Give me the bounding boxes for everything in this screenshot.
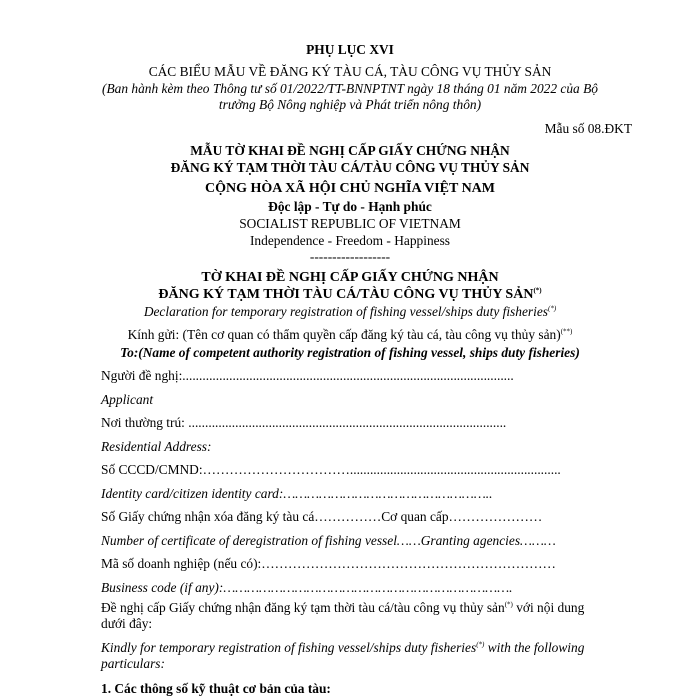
section-1-heading: 1. Các thông số kỹ thuật cơ bản của tàu: xyxy=(101,681,331,696)
form-field-line: Identity card/citizen identity card:…………………………………………….. xyxy=(101,486,493,501)
appendix-issued-line1: (Ban hành kèm theo Thông tư số 01/2022/TT-BNNPTNT ngày 18 tháng 01 năm 2022 của Bộ xyxy=(102,81,598,96)
form-field-line: Residential Address: xyxy=(101,439,212,454)
recipient-vi: Kính gửi: (Tên cơ quan có thẩm quyền cấp đăng ký tàu cá, tàu công vụ thủy sản)(**) xyxy=(127,327,573,342)
country-name-vi: CỘNG HÒA XÃ HỘI CHỦ NGHĨA VIỆT NAM xyxy=(204,181,495,196)
appendix-subtitle: CÁC BIỂU MẪU VỀ ĐĂNG KÝ TÀU CÁ, TÀU CÔNG VỤ THỦY SẢN xyxy=(148,64,552,79)
declaration-title-en: Declaration for temporary registration of fishing vessel/ships duty fisheries(*) xyxy=(143,304,557,319)
request-vi-line2: dưới đây: xyxy=(101,616,153,631)
declaration-title-line1: TỜ KHAI ĐỀ NGHỊ CẤP GIẤY CHỨNG NHẬN xyxy=(201,270,499,285)
form-field-line: Nơi thường trú: ............................................................................................... xyxy=(101,415,507,430)
form-number: Mẫu số 08.ĐKT xyxy=(544,121,632,136)
motto-en: Independence - Freedom - Happiness xyxy=(249,233,451,248)
form-field-line: Mã số doanh nghiệp (nếu có):………………………………………………………… xyxy=(101,556,556,571)
country-name-en: SOCIALIST REPUBLIC OF VIETNAM xyxy=(239,216,461,231)
form-title-line2: ĐĂNG KÝ TẠM THỜI TÀU CÁ/TÀU CÔNG VỤ THỦY SẢN xyxy=(170,160,530,175)
form-field-line: Applicant xyxy=(101,392,154,407)
form-title-line1: MẪU TỜ KHAI ĐỀ NGHỊ CẤP GIẤY CHỨNG NHẬN xyxy=(190,143,510,158)
request-en-line2: particulars: xyxy=(101,656,165,671)
appendix-title: PHỤ LỤC XVI xyxy=(306,42,394,57)
recipient-en: To:(Name of competent authority registration of fishing vessel, ships duty fisheries) xyxy=(120,345,580,360)
request-en-line1: Kindly for temporary registration of fishing vessel/ships duty fisheries(*) with the following xyxy=(101,640,585,655)
form-field-line: Số Giấy chứng nhận xóa đăng ký tàu cá……………Cơ quan cấp………………… xyxy=(101,509,543,524)
form-field-line: Number of certificate of deregistration of fishing vessel……Granting agencies……… xyxy=(101,533,556,548)
motto-vi: Độc lập - Tự do - Hạnh phúc xyxy=(268,199,432,214)
request-vi-line1: Đề nghị cấp Giấy chứng nhận đăng ký tạm thời tàu cá/tàu công vụ thủy sản(*) với nội dung xyxy=(101,600,585,615)
form-field-line: Người đề nghị:................................................................................................... xyxy=(101,368,514,383)
declaration-title-line2: ĐĂNG KÝ TẠM THỜI TÀU CÁ/TÀU CÔNG VỤ THỦY SẢN(*) xyxy=(158,286,542,302)
separator-rule: ------------------ xyxy=(309,249,391,264)
form-field-line: Business code (if any):………………………………………………………………. xyxy=(101,580,513,595)
appendix-issued-line2: trưởng Bộ Nông nghiệp và Phát triển nông thôn) xyxy=(218,97,482,112)
form-field-line: Số CCCD/CMND:……………………………............................................................... xyxy=(101,462,561,477)
